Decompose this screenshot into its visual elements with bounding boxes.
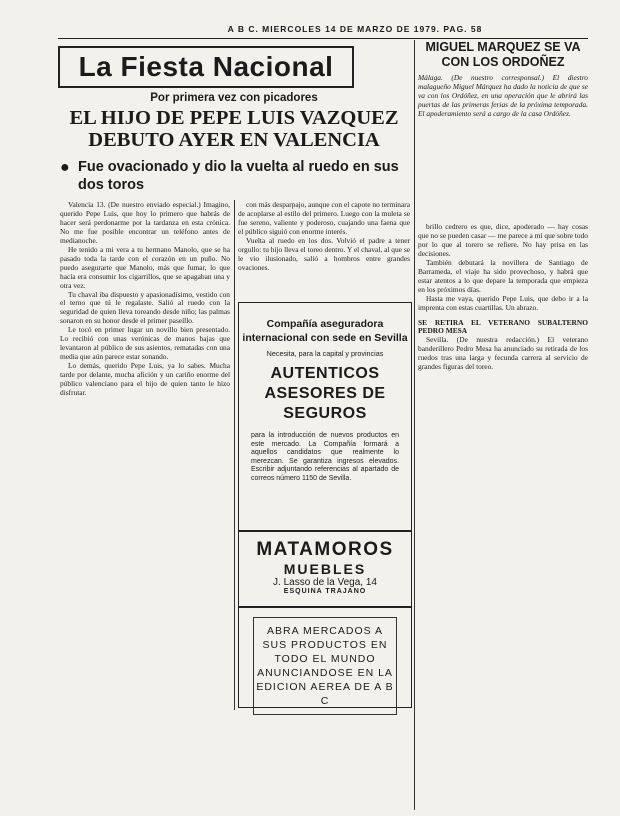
article-paragraph: Valencia 13. (De nuestro enviado especial.) Imagino, querido Pepe Luis, que hoy lo primero que habrás de hacer será perdonarme por la tardanza en esta crónica. No me fue posible encontrar un teléfono antes de medianoche. [60,200,230,245]
column-divider [414,40,415,810]
header-rule [58,38,588,39]
article-paragraph: con más desparpajo, aunque con el capote no terminara de acoplarse al estilo del primero. Luego con la muleta se fue sereno, valiente y poderoso, cuajando una faena que el público siguió con enorme interés. [238,200,410,236]
furniture-advert-corner: ESQUINA TRAJANO [283,588,367,595]
side-intro: Málaga. (De nuestro corresponsal.) El diestro malagueño Miguel Márquez ha dado la noticia de que se va con los Ordóñez, en una operación que le abrirá las puertas de las primeras ferias de la próxima temporada. El apoderamiento será a cargo de la casa Ordóñez. [418,73,588,118]
article-column-2 [238,201,410,273]
insurance-advert [238,302,412,532]
article-headline: EL HIJO DE PEPE LUIS VAZQUEZ DEBUTO AYER EN VALENCIA [69,107,399,151]
furniture-advert [238,530,412,608]
side-paragraph: Hasta me vaya, querido Pepe Luis, que debo ir a la imprenta con estas cuartillas. Un abrazo. [418,293,588,312]
article-paragraph: He tenido a mi vera a tu hermano Manolo, que se ha pasado toda la tarde con el corazón en un puño. No puedo asegurarte que Manolo, más que fumar, lo que hacía era consumir los cigarrillos, que se apagaban una y otra vez. [60,244,230,290]
abc-advert-text: ABRA MERCADOS A SUS PRODUCTOS EN TODO EL MUNDO ANUNCIANDOSE EN LA EDICION AEREA DE A B C [253,617,397,715]
article-paragraph: Le tocó en primer lugar un novillo bien presentado. Lo recibió con unas verónicas de manos bajas que levantaron al público de sus asientos, rematadas con una media que aún parece estar sonando. [60,325,230,362]
insurance-advert-title: AUTENTICOS ASESORES DE SEGUROS [264,365,386,422]
side-headline: MIGUEL MARQUEZ SE VA CON LOS ORDOÑEZ [425,40,581,69]
abc-advert [238,606,412,708]
page-header: A B C. MIERCOLES 14 DE MARZO DE 1979. PAG. 58 [227,24,483,34]
bullet-icon: ● [60,159,70,176]
article-kicker: Por primera vez con picadores [150,92,318,104]
side-paragraph: brillo cedrero es que, dice, apoderado — hay cosas que no se pueden casar — me parece a mí que sobre todo por lo que al torero se refiere. No hay prisa en las decisiones. [418,222,588,258]
article-paragraph: Tu chaval iba dispuesto y apasionadísimo, vestido con el terno que tú le regalaste. Salió al ruedo con la seguridad de quien lleva toreando desde niño; las palmas sonaron en su honor desde el primer paseíllo. [60,289,230,326]
section-masthead: La Fiesta Nacional [58,46,354,88]
insurance-advert-intro: Compañía aseguradora internacional con sede en Sevilla [242,318,408,344]
furniture-advert-address: J. Lasso de la Vega, 14 [273,577,377,588]
side-sub-headline: SE RETIRA EL VETERANO SUBALTERNO PEDRO MESA [418,317,588,336]
furniture-advert-name: MATAMOROS [256,539,394,560]
article-paragraph: Lo demás, querido Pepe Luis, ya lo sabes. Mucha tarde por delante, mucha afición y un cariño enorme del público valenciano para el hijo de quien tanto le hizo disfrutar. [60,361,230,398]
insurance-advert-body: para la introducción de nuevos productos en este mercado. La Compañía formará a aquellos candidatos que realmente lo merezcan. Se garantiza ingresos elevados. Escribir adjuntando referencias al apartado de correos número 1150 de Sevilla. [251,432,399,482]
article-deck [60,158,412,194]
insurance-advert-needs: Necesita, para la capital y provincias [266,349,384,358]
article-column-1 [60,201,230,398]
side-sub-paragraph: Sevilla. (De nuestra redacción.) El veterano banderillero Pedro Mesa ha anunciado su retirada de los ruedos tras una larga y fecunda carrera al servicio de grandes figuras del toreo. [418,335,588,372]
column-divider [234,200,235,710]
side-column [418,223,588,372]
article-deck-text: Fue ovacionado y dio la vuelta al ruedo en sus dos toros [78,159,399,193]
side-paragraph: También debutará la novillera de Santiago de Barrameda, el viaje ha sido provechoso, y habrá que estar atentos a lo que depare la temporada que empieza en los próximos días. [418,257,588,294]
furniture-advert-sub: MUEBLES [283,561,367,577]
article-paragraph: Vuelta al ruedo en los dos. Volvió el padre a tener orgullo: tu hijo lleva el toreo dentro. Y el chaval, al que se le vio ilusionado, salió a hombros entre grandes ovaciones. [238,235,410,272]
